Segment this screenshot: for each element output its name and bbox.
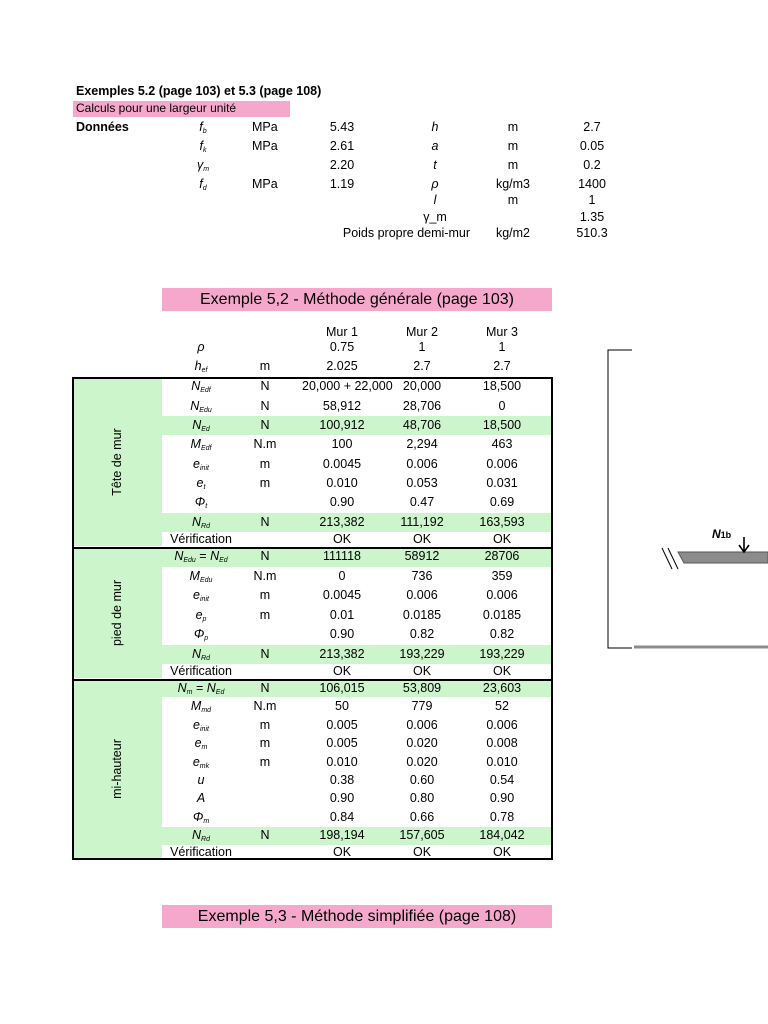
table-cell: 0.38 xyxy=(329,772,355,787)
table-cell: 0.78 xyxy=(489,809,515,824)
table-cell: 0.020 xyxy=(406,754,438,769)
table-cell: 0.60 xyxy=(409,772,435,787)
param-unit: MPa xyxy=(252,139,278,153)
param-value: 1.35 xyxy=(579,210,605,224)
table-cell: 0.010 xyxy=(326,754,358,769)
param-unit: m xyxy=(507,120,519,134)
section-divider xyxy=(72,377,553,379)
symbol-subscript: Ed xyxy=(219,557,228,565)
table-cell: 184,042 xyxy=(479,828,525,843)
table-cell: OK xyxy=(332,531,352,546)
symbol: N xyxy=(191,379,201,394)
symbol: N xyxy=(174,549,184,564)
symbol: N xyxy=(192,417,202,432)
load-label: N1b xyxy=(712,527,732,541)
section-label: Tête de mur xyxy=(110,427,124,496)
row-unit: m xyxy=(259,717,271,732)
table-cell: 100 xyxy=(331,437,353,452)
column-header: Mur 2 xyxy=(406,325,438,339)
table-cell: 198,194 xyxy=(319,828,365,843)
table-cell: 0.020 xyxy=(406,736,438,751)
symbol-subscript: Rd xyxy=(201,522,210,530)
param-value: 2.20 xyxy=(329,158,355,172)
subtitle: Calculs pour une largeur unité xyxy=(76,101,237,115)
table-cell: 0.90 xyxy=(329,791,355,806)
row-symbol xyxy=(162,718,240,737)
table-cell: 0.82 xyxy=(409,627,435,642)
row-label: Vérification xyxy=(170,663,232,678)
row-unit: m xyxy=(259,456,271,471)
symbol-subscript: p xyxy=(204,635,209,643)
table-cell: 0.82 xyxy=(489,627,515,642)
table-cell: OK xyxy=(492,531,512,546)
param-value: 5.43 xyxy=(329,120,355,134)
row-unit: N.m xyxy=(253,699,277,714)
row-symbol xyxy=(162,418,240,437)
symbol-subscript: Ed xyxy=(201,425,210,433)
floor-slab-top xyxy=(678,552,768,563)
table-cell: 0.80 xyxy=(409,791,435,806)
symbol: f xyxy=(199,120,203,134)
table-cell: 1 xyxy=(498,340,506,354)
table-cell: OK xyxy=(332,663,352,678)
param-symbol xyxy=(188,139,218,158)
table-cell: 0.90 xyxy=(329,495,355,510)
symbol-subscript: md xyxy=(201,707,212,715)
table-cell: 0.006 xyxy=(406,717,438,732)
symbol: M xyxy=(189,568,200,583)
symbol-subscript: Rd xyxy=(201,654,210,662)
row-symbol xyxy=(162,399,240,418)
symbol: Φ xyxy=(193,627,205,642)
symbol: Φ xyxy=(192,809,204,824)
param-unit: m xyxy=(507,158,519,172)
param-unit: MPa xyxy=(252,120,278,134)
table-cell: OK xyxy=(412,663,432,678)
table-cell: 52 xyxy=(495,699,509,714)
row-symbol xyxy=(162,569,240,588)
row-symbol: $N_{Edu} = N_{Ed}$ xyxy=(174,549,228,565)
wall-diagram xyxy=(600,345,768,655)
row-symbol xyxy=(162,340,240,355)
symbol-subscript: p xyxy=(202,615,207,623)
row-unit: m xyxy=(259,476,271,491)
symbol-subscript: Ed xyxy=(215,688,225,696)
row-unit: N xyxy=(260,680,270,695)
table-cell: 0.01 xyxy=(329,607,355,622)
row-symbol xyxy=(162,627,240,646)
symbol-subscript: d xyxy=(202,185,207,192)
table-cell: 463 xyxy=(491,437,513,452)
table-cell: 2,294 xyxy=(406,437,438,452)
row-unit: N xyxy=(260,549,270,564)
table-cell: 111118 xyxy=(322,549,361,564)
symbol: f xyxy=(199,177,203,191)
symbol-subscript: k xyxy=(202,147,207,154)
param-value: 1400 xyxy=(578,177,606,191)
param-unit: m xyxy=(507,139,519,153)
symbol: f xyxy=(199,139,203,153)
table-cell: 58912 xyxy=(404,549,440,564)
column-header: Mur 1 xyxy=(326,325,358,339)
row-unit: N.m xyxy=(253,568,277,583)
table-border-right xyxy=(551,377,553,860)
row-unit: N.m xyxy=(253,437,277,452)
table-cell: 193,229 xyxy=(399,646,445,661)
row-unit: N xyxy=(260,514,270,529)
row-symbol xyxy=(162,379,240,398)
param-symbol: h xyxy=(431,120,439,134)
table-cell: 0.031 xyxy=(486,476,518,491)
symbol-subscript: m xyxy=(201,744,208,752)
param-symbol: ρ xyxy=(431,177,439,191)
table-cell: 213,382 xyxy=(319,646,365,661)
table-cell: OK xyxy=(332,844,352,859)
donnees-label: Données xyxy=(76,120,129,134)
row-unit: m xyxy=(259,754,271,769)
symbol-subscript: init xyxy=(200,725,209,733)
table-border-left xyxy=(72,377,74,860)
param-symbol: Poids propre demi-mur xyxy=(342,226,470,240)
table-cell: OK xyxy=(412,844,432,859)
symbol: e xyxy=(193,717,200,732)
param-value: 2.7 xyxy=(583,120,601,134)
break-mark-1 xyxy=(662,548,672,569)
param-value: 2.61 xyxy=(329,139,355,153)
table-cell: 0.0185 xyxy=(402,607,442,622)
table-cell: 2.7 xyxy=(413,359,431,373)
diagram-bracket xyxy=(608,350,632,648)
table-cell: 58,912 xyxy=(322,398,362,413)
symbol: e xyxy=(194,736,202,751)
table-cell: 0.66 xyxy=(409,809,435,824)
table-cell: 779 xyxy=(411,699,433,714)
symbol-subscript: t xyxy=(205,503,208,511)
symbol: e xyxy=(192,754,200,769)
symbol: M xyxy=(190,699,202,714)
table-cell: 0.053 xyxy=(406,476,438,491)
param-symbol: l xyxy=(433,193,437,207)
symbol-subscript: b xyxy=(202,128,207,135)
symbol: e xyxy=(193,456,200,471)
symbol-subscript: m xyxy=(186,688,193,696)
table-cell: 0.75 xyxy=(329,340,355,354)
row-symbol xyxy=(162,755,240,774)
table-cell: 18,500 xyxy=(482,379,522,394)
symbol: M xyxy=(190,437,201,452)
row-symbol xyxy=(162,736,240,755)
section-divider xyxy=(72,547,553,549)
symbol: e xyxy=(195,607,203,622)
table-cell: 0.006 xyxy=(406,456,438,471)
param-value: 0.2 xyxy=(583,158,601,172)
table-cell: 111,192 xyxy=(400,514,444,529)
table-cell: 53,809 xyxy=(402,680,442,695)
table-cell: 359 xyxy=(491,568,513,583)
row-symbol xyxy=(162,495,240,514)
table-cell: 0.0185 xyxy=(482,607,522,622)
table-cell: 0.005 xyxy=(326,736,358,751)
param-value: 0.05 xyxy=(579,139,605,153)
table-cell: 163,593 xyxy=(479,514,525,529)
table-cell: 736 xyxy=(411,568,433,583)
param-value: 510.3 xyxy=(576,226,608,240)
table-cell: 157,605 xyxy=(399,828,445,843)
symbol: h xyxy=(194,359,202,373)
param-value: 1 xyxy=(588,193,596,207)
table-cell: 0.90 xyxy=(489,791,515,806)
param-symbol: a xyxy=(431,139,439,153)
symbol: e xyxy=(196,476,204,491)
table-cell: 0.90 xyxy=(329,627,355,642)
param-symbol: γ_m xyxy=(423,210,447,224)
table-cell: 0.006 xyxy=(486,456,518,471)
symbol: N xyxy=(192,646,202,661)
param-value: 1.19 xyxy=(329,177,355,191)
row-symbol xyxy=(162,608,240,627)
table-cell: 193,229 xyxy=(479,646,525,661)
symbol: ρ xyxy=(197,340,205,354)
row-unit: N xyxy=(260,828,270,843)
symbol-subscript: Edu xyxy=(183,557,196,565)
row-symbol xyxy=(162,476,240,495)
param-symbol xyxy=(188,177,218,196)
table-cell: 20,000 xyxy=(402,379,442,394)
symbol: A xyxy=(196,791,206,806)
symbol-subscript: Edf xyxy=(200,387,211,395)
symbol-subscript: Rd xyxy=(201,836,210,844)
table-cell: 0.47 xyxy=(409,495,435,510)
section-label: mi-hauteur xyxy=(110,739,124,799)
table-cell: 2.7 xyxy=(493,359,511,373)
symbol: N xyxy=(210,549,220,564)
row-unit: N xyxy=(260,646,270,661)
param-symbol xyxy=(188,158,218,177)
row-symbol xyxy=(162,773,240,788)
row-unit: m xyxy=(259,588,271,603)
table-cell: 0.0045 xyxy=(322,456,362,471)
symbol: N xyxy=(192,828,202,843)
row-unit: m xyxy=(259,359,271,373)
symbol: N xyxy=(190,398,200,413)
symbol-subscript: m xyxy=(203,166,210,173)
table-cell: OK xyxy=(412,531,432,546)
table-border-bottom xyxy=(72,858,553,860)
row-label: Vérification xyxy=(170,844,232,859)
symbol: Φ xyxy=(194,495,206,510)
row-symbol xyxy=(162,359,240,378)
table-cell: 0.0045 xyxy=(322,588,362,603)
symbol-subscript: t xyxy=(203,484,206,492)
symbol: γ xyxy=(196,158,204,172)
table-cell: 50 xyxy=(335,699,349,714)
row-unit: m xyxy=(259,736,271,751)
table-cell: 0 xyxy=(498,398,506,413)
table-cell: 106,015 xyxy=(319,680,365,695)
table-cell: 0.84 xyxy=(329,809,355,824)
table-cell: 48,706 xyxy=(402,417,442,432)
row-symbol xyxy=(162,437,240,456)
symbol-subscript: Edf xyxy=(200,445,212,453)
page-title: Exemples 5.2 (page 103) et 5.3 (page 108) xyxy=(76,84,322,98)
symbol-subscript: m xyxy=(203,817,210,825)
symbol: e xyxy=(193,588,200,603)
table-cell: 0.008 xyxy=(486,736,518,751)
symbol: N xyxy=(177,680,187,695)
row-symbol xyxy=(162,588,240,607)
table-cell: 0 xyxy=(338,568,346,583)
table-cell: 28706 xyxy=(484,549,520,564)
table-cell: 2.025 xyxy=(326,359,358,373)
row-symbol xyxy=(162,699,240,718)
row-label: Vérification xyxy=(170,531,232,546)
table-cell: 213,382 xyxy=(319,514,365,529)
symbol-subscript: init xyxy=(200,464,209,472)
table-cell: 28,706 xyxy=(402,398,442,413)
table-cell: 0.005 xyxy=(326,717,358,732)
row-unit: N xyxy=(260,417,270,432)
row-unit: N xyxy=(260,398,270,413)
table-cell: 20,000 + 22,000 xyxy=(302,379,393,394)
param-symbol: t xyxy=(433,158,437,172)
table-cell: 0.006 xyxy=(486,588,518,603)
break-mark-2 xyxy=(668,548,678,569)
symbol-subscript: mk xyxy=(199,762,210,770)
symbol-subscript: ef xyxy=(201,367,208,374)
symbol-subscript: Edu xyxy=(199,576,213,584)
table-cell: 0.010 xyxy=(326,476,358,491)
section-label: pied de mur xyxy=(110,579,124,646)
table-cell: 0.69 xyxy=(489,495,515,510)
symbol: N xyxy=(206,680,216,695)
param-unit: kg/m3 xyxy=(495,177,531,191)
param-symbol xyxy=(188,120,218,139)
row-symbol: $N_m = N_{Ed}$ xyxy=(177,680,225,696)
table-cell: 23,603 xyxy=(482,680,522,695)
section-divider xyxy=(72,679,553,681)
column-header: Mur 3 xyxy=(486,325,518,339)
ex52-title: Exemple 5,2 - Méthode générale (page 103) xyxy=(200,291,514,308)
table-cell: 0.006 xyxy=(406,588,438,603)
param-unit: MPa xyxy=(252,177,278,191)
table-cell: 0.006 xyxy=(486,717,518,732)
symbol-subscript: Edu xyxy=(199,406,212,414)
table-cell: 0.54 xyxy=(489,772,515,787)
table-cell: 1 xyxy=(418,340,426,354)
table-cell: 18,500 xyxy=(482,417,522,432)
row-unit: m xyxy=(259,607,271,622)
row-symbol xyxy=(162,791,240,806)
ex53-title: Exemple 5,3 - Méthode simplifiée (page 108) xyxy=(197,908,517,925)
symbol: u xyxy=(197,772,205,787)
table-cell: 100,912 xyxy=(319,417,365,432)
table-cell: 0.010 xyxy=(486,754,518,769)
row-symbol xyxy=(162,457,240,476)
symbol-subscript: init xyxy=(200,596,209,604)
symbol: N xyxy=(192,514,202,529)
param-unit: m xyxy=(507,193,519,207)
table-cell: OK xyxy=(492,663,512,678)
param-unit: kg/m2 xyxy=(495,226,531,240)
table-cell: OK xyxy=(492,844,512,859)
row-unit: N xyxy=(260,379,270,394)
